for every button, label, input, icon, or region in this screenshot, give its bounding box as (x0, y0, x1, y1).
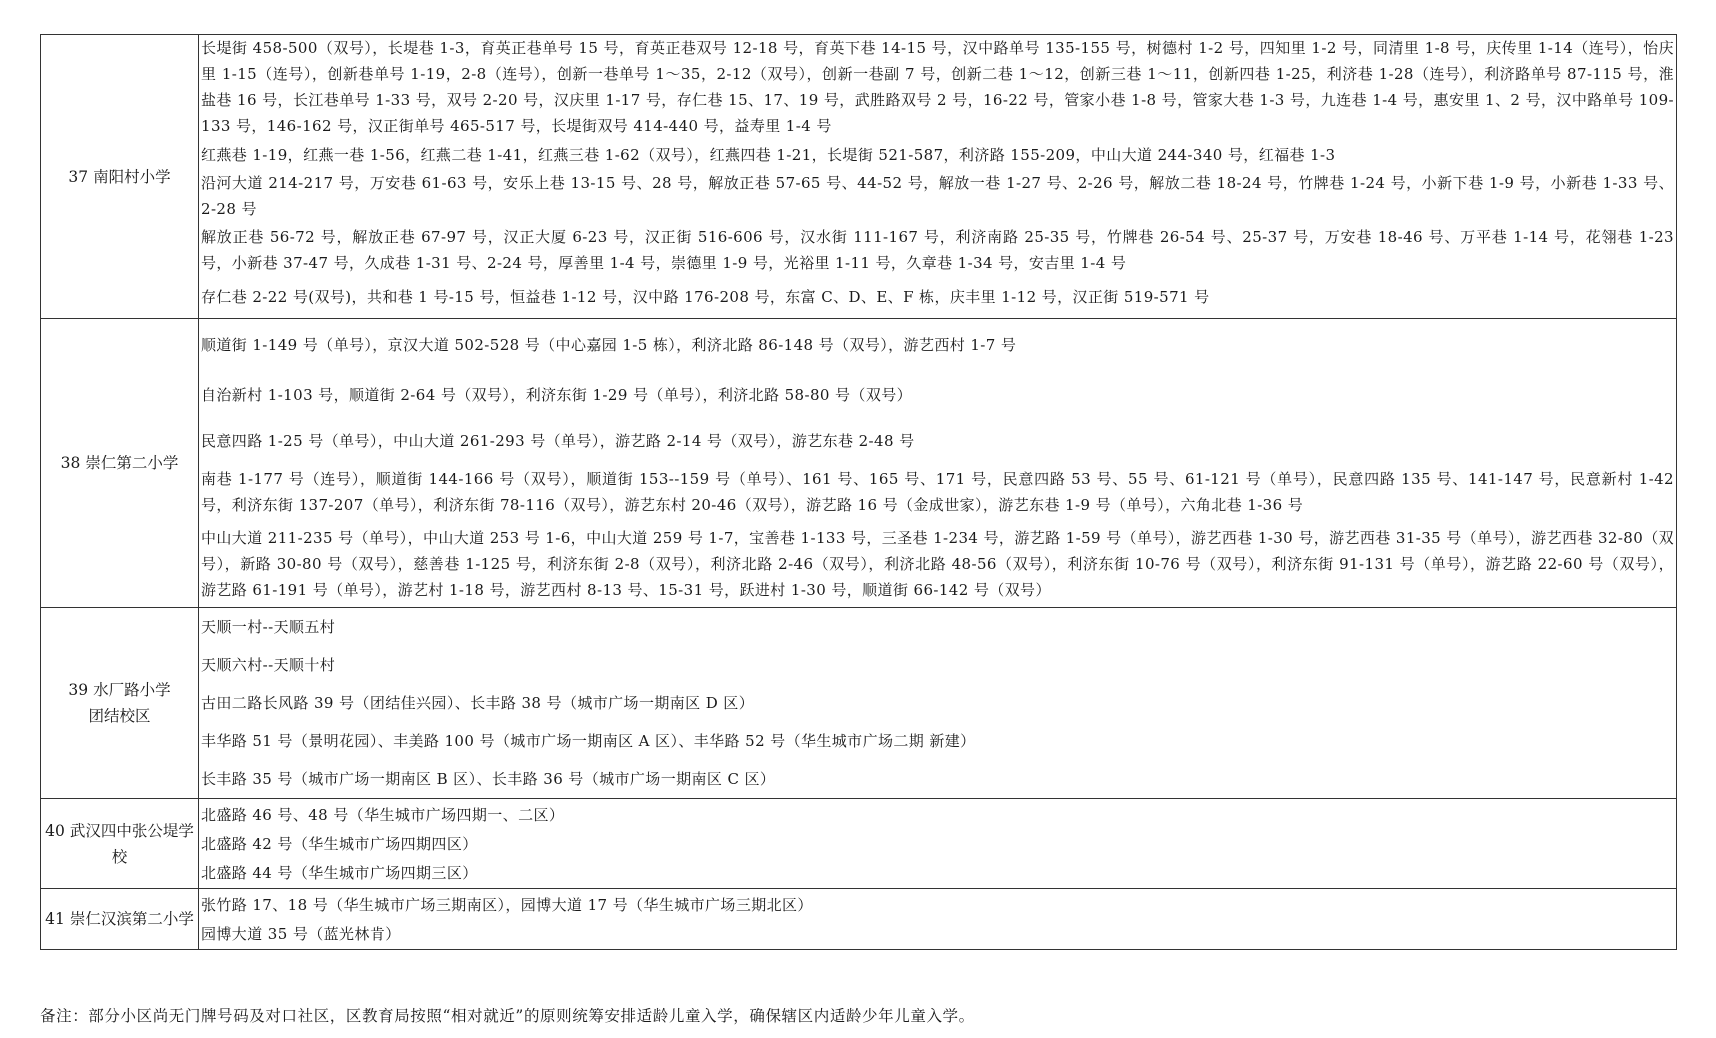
school-name: 40 武汉四中张公堤学校 (45, 821, 194, 866)
area-line: 天顺一村--天顺五村 (201, 618, 336, 636)
area-line: 园博大道 35 号（蓝光林肯） (201, 925, 401, 943)
area-cell (199, 889, 1677, 950)
school-name: 37 南阳村小学 (68, 167, 171, 186)
school-name-cell (41, 608, 199, 799)
area-line: 长丰路 35 号（城市广场一期南区 B 区）、长丰路 36 号（城市广场一期南区 C 区） (201, 770, 776, 788)
area-line: 沿河大道 214-217 号，万安巷 61-63 号，安乐上巷 13-15 号、28 号，解放正巷 57-65 号、44-52 号，解放一巷 1-27 号、2-26 号，解放二巷 18-24 号，竹牌巷 1-24 号，小新下巷 1-9 号，小新巷 1-33 号、2-28 号 (201, 174, 1674, 218)
area-line: 南巷 1-177 号（连号），顺道街 144-166 号（双号），顺道街 153--159 号（单号）、161 号、165 号、171 号，民意四路 53 号、55 号、61-121 号（单号），民意四路 135 号、141-147 号，民意新村 1-42 号，利济东街 137-207（单号），利济东街 78-116（双号），游艺东村 20-46（双号），游艺路 16 号（金成世家），游艺东巷 1-9 号（单号），六角北巷 1-36 号 (201, 470, 1674, 514)
table-row-38 (41, 319, 1677, 608)
area-cell (199, 799, 1677, 889)
school-name-cell (41, 799, 199, 889)
area-line: 长堤街 458-500（双号），长堤巷 1-3，育英正巷单号 15 号，育英正巷双号 12-18 号，育英下巷 14-15 号，汉中路单号 135-155 号，树德村 1-2 号，四知里 1-2 号，同清里 1-8 号，庆传里 1-14（连号），怡庆里 1-15（连号），创新巷单号 1-19，2-8（连号），创新一巷单号 1～35，2-12（双号），创新一巷副 7 号，创新二巷 1～12，创新三巷 1～11，创新四巷 1-25，利济巷 1-28（连号），利济路单号 87-115 号，淮盐巷 16 号，长江巷单号 1-33 号，双号 2-20 号，汉庆里 1-17 号，存仁巷 15、17、19 号，武胜路双号 2 号，16-22 号，管家小巷 1-8 号，管家大巷 1-3 号，九连巷 1-4 号，惠安里 1、2 号，汉中路单号 109-133 号，146-162 号，汉正街单号 465-517 号，长堤街双号 414-440 号，益寿里 1-4 号 (201, 39, 1674, 135)
table-row-41 (41, 889, 1677, 950)
area-cell (199, 319, 1677, 608)
area-line: 天顺六村--天顺十村 (201, 656, 336, 674)
school-name: 38 崇仁第二小学 (60, 454, 179, 472)
table-row-40 (41, 799, 1677, 889)
area-line: 民意四路 1-25 号（单号），中山大道 261-293 号（单号），游艺路 2-14 号（双号），游艺东巷 2-48 号 (201, 432, 915, 450)
school-name: 41 崇仁汉滨第二小学 (45, 910, 194, 928)
table-row-39 (41, 608, 1677, 799)
area-line: 北盛路 46 号、48 号（华生城市广场四期一、二区） (201, 806, 565, 824)
school-district-table (40, 34, 1677, 950)
area-line: 张竹路 17、18 号（华生城市广场三期南区），园博大道 17 号（华生城市广场三期北区） (201, 896, 813, 914)
footnote: 备注：部分小区尚无门牌号码及对口社区，区教育局按照“相对就近”的原则统筹安排适龄儿童入学，确保辖区内适龄少年儿童入学。 (40, 1007, 975, 1025)
school-name-line2: 团结校区 (88, 707, 151, 725)
area-line: 存仁巷 2-22 号(双号)，共和巷 1 号-15 号，恒益巷 1-12 号，汉中路 176-208 号，东富 C、D、E、F 栋，庆丰里 1-12 号，汉正街 519-571 号 (201, 288, 1210, 306)
school-name-cell (41, 889, 199, 950)
area-line: 红燕巷 1-19，红燕一巷 1-56，红燕二巷 1-41，红燕三巷 1-62（双号），红燕四巷 1-21，长堤街 521-587，利济路 155-209，中山大道 244-340 号，红福巷 1-3 (201, 146, 1336, 164)
area-line: 自治新村 1-103 号，顺道街 2-64 号（双号），利济东街 1-29 号（单号），利济北路 58-80 号（双号） (201, 386, 913, 404)
district-sheet (40, 34, 1677, 950)
area-line: 丰华路 51 号（景明花园）、丰美路 100 号（城市广场一期南区 A 区）、丰华路 52 号（华生城市广场二期 新建） (201, 732, 976, 750)
area-line: 解放正巷 56-72 号，解放正巷 67-97 号，汉正大厦 6-23 号，汉正街 516-606 号，汉水街 111-167 号，利济南路 25-35 号，竹牌巷 26-54 号、25-37 号，万安巷 18-46 号、万平巷 1-14 号，花翎巷 1-23 号，小新巷 37-47 号，久成巷 1-31 号、2-24 号，厚善里 1-4 号，崇德里 1-9 号，光裕里 1-11 号，久章巷 1-34 号，安吉里 1-4 号 (201, 228, 1674, 272)
area-line: 顺道街 1-149 号（单号），京汉大道 502-528 号（中心嘉园 1-5 栋），利济北路 86-148 号（双号），游艺西村 1-7 号 (201, 336, 1017, 354)
area-line: 北盛路 42 号（华生城市广场四期四区） (201, 835, 478, 853)
area-line: 北盛路 44 号（华生城市广场四期三区） (201, 864, 478, 882)
area-cell (199, 608, 1677, 799)
area-line: 古田二路长风路 39 号（团结佳兴园）、长丰路 38 号（城市广场一期南区 D 区） (201, 694, 755, 712)
school-name: 39 水厂路小学 (68, 681, 171, 699)
area-cell (199, 35, 1677, 319)
area-line: 中山大道 211-235 号（单号），中山大道 253 号 1-6，中山大道 259 号 1-7，宝善巷 1-133 号，三圣巷 1-234 号，游艺路 1-59 号（单号），游艺西巷 1-30 号，游艺西巷 31-35 号（单号），游艺西巷 32-80（双号），新路 30-80 号（双号），慈善巷 1-125 号，利济东街 2-8（双号），利济北路 2-46（双号），利济北路 48-56（双号），利济东街 10-76 号（双号），利济东街 91-131 号（单号），游艺路 22-60 号（双号），游艺路 61-191 号（单号），游艺村 1-18 号，游艺西村 8-13 号、15-31 号，跃进村 1-30 号，顺道街 66-142 号（双号） (201, 529, 1674, 599)
school-name-cell (41, 319, 199, 608)
school-name-cell (41, 35, 199, 319)
table-row-37 (41, 35, 1677, 319)
